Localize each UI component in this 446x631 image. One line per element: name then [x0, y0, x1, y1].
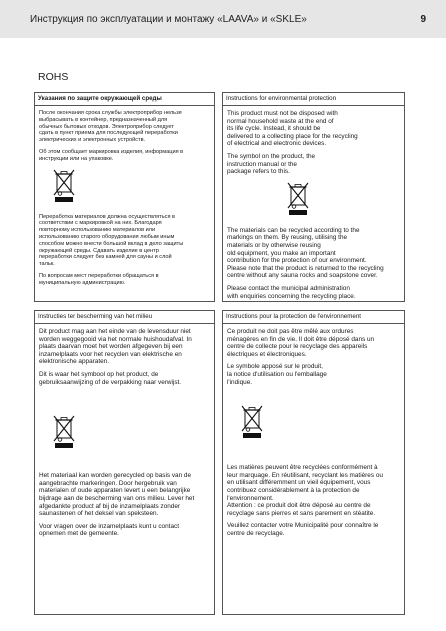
- paragraph-disposal: Ce produit ne doit pas être mêlé aux ordures ménagères en fin de vie. Il doit être déposé dans un centre de collecte pour le recyclage des appareils électriques et électroniques.: [227, 328, 375, 358]
- paragraph-disposal: This product must not be disposed with normal household waste at the end of its life cycle. Instead, it should be delivered to a collecting place for the recycling of electrical and electronic devices.: [227, 110, 358, 148]
- panel-russian: [34, 92, 215, 302]
- paragraph-symbol: Dit is waar het symbool op het product, de gebruiksaanwijzing of de verpakking naar verwijst.: [39, 370, 182, 386]
- page-header: [0, 0, 446, 38]
- crossed-out-wheelie-bin-icon: [287, 181, 309, 215]
- weee-symbol: [227, 181, 400, 217]
- crossed-out-wheelie-bin-icon: [53, 168, 75, 202]
- panel-heading: Instructies ter bescherming van het milieu: [35, 311, 214, 324]
- paragraph-recycling: The materials can be recycled according to the markings on them. By reusing, utilising the materials or by otherwise reusing old equipment, you make an important contribution for the protection of our environment. Please note that the product is returned to the recycling centre without any sauna rocks and soapstone cover.: [227, 226, 384, 280]
- weee-symbol: [39, 168, 210, 204]
- paragraph-contact: Please contact the municipal administration with enquiries concerning the recycling place.: [227, 284, 356, 300]
- paragraph-disposal: Dit product mag aan het einde van de levensduur niet worden weggegooid via het normale huishoudafval. In plaats daarvan moet het worden afgegeven bij een inzamelplaats voor het recyclen van elektrische en elektronische apparaten.: [39, 328, 192, 366]
- section-title: ROHS: [38, 71, 69, 83]
- page-number: 9: [420, 14, 426, 25]
- paragraph-contact: Veuillez contacter votre Municipalité pour connaître le centre de recyclage.: [227, 522, 379, 537]
- document-title: Инструкция по эксплуатации и монтажу «LAAVA» и «SKLE»: [30, 14, 307, 25]
- panel-english: [222, 92, 405, 302]
- crossed-out-wheelie-bin-icon: [241, 404, 263, 438]
- paragraph-disposal: После окончания срока службы электроприбор нельзя выбрасывать в контейнер, предназначенный для обычных бытовых отходов. Электроприбор следует сдать в пункт приема для последующей переработки электрических и электронных устройств.: [39, 110, 182, 144]
- weee-symbol: [39, 414, 210, 450]
- paragraph-symbol: The symbol on the product, the instruction manual or the package refers to this.: [227, 152, 316, 176]
- paragraph-contact: Voor vragen over de inzamelplaats kunt u contact opnemen met de gemeente.: [39, 522, 179, 538]
- crossed-out-wheelie-bin-icon: [53, 414, 75, 448]
- paragraph-recycling: Переработка материалов должна осуществляться в соответствии с маркировкой на них. Благодаря повторному использованию материалов или использованию старого оборудования любым иным способом можно внести большой вклад в дело защиты окружающей среды. Сдавать изделие в центр переработки следует без камней для сауны и слой тальк.: [39, 213, 184, 268]
- paragraph-recycling: Het materiaal kan worden gerecycled op basis van de aangebrachte markeringen. Door hergebruik van materialen of oude apparaten levert u een belangrijke bijdrage aan de bescherming van ons milieu. Lever het afgedankte product af bij de inzamelplaats zonder saunastenen of het deksel van speksteen.: [39, 472, 195, 518]
- paragraph-symbol: Le symbole apposé sur le produit, la notice d'utilisation ou l'emballage l'indique.: [227, 363, 327, 386]
- paragraph-contact: По вопросам мест переработки обращаться в муниципальную администрацию.: [39, 272, 159, 286]
- paragraph-symbol: Об этом сообщает маркировка изделия, информация в инструкции или на упаковке.: [39, 148, 184, 162]
- panel-dutch: [34, 310, 215, 615]
- weee-symbol: [227, 404, 400, 440]
- panel-french: [222, 310, 405, 615]
- paragraph-recycling: Les matières peuvent être recyclées conformément à leur marquage. En réutilisant, recyclant les matières ou en utilisant différemment un vieil équipement, vous contribuez considérablement à la protection de l'environnement. Attention : ce produit doit être déposé au centre de recyclage sans pierres et sans parement en stéatite.: [227, 464, 383, 517]
- panel-heading: Instructions for environmental protection: [223, 93, 404, 106]
- panel-heading: Указания по защите окружающей среды: [35, 93, 214, 106]
- panel-heading: Instructions pour la protection de l'environnement: [223, 311, 404, 324]
